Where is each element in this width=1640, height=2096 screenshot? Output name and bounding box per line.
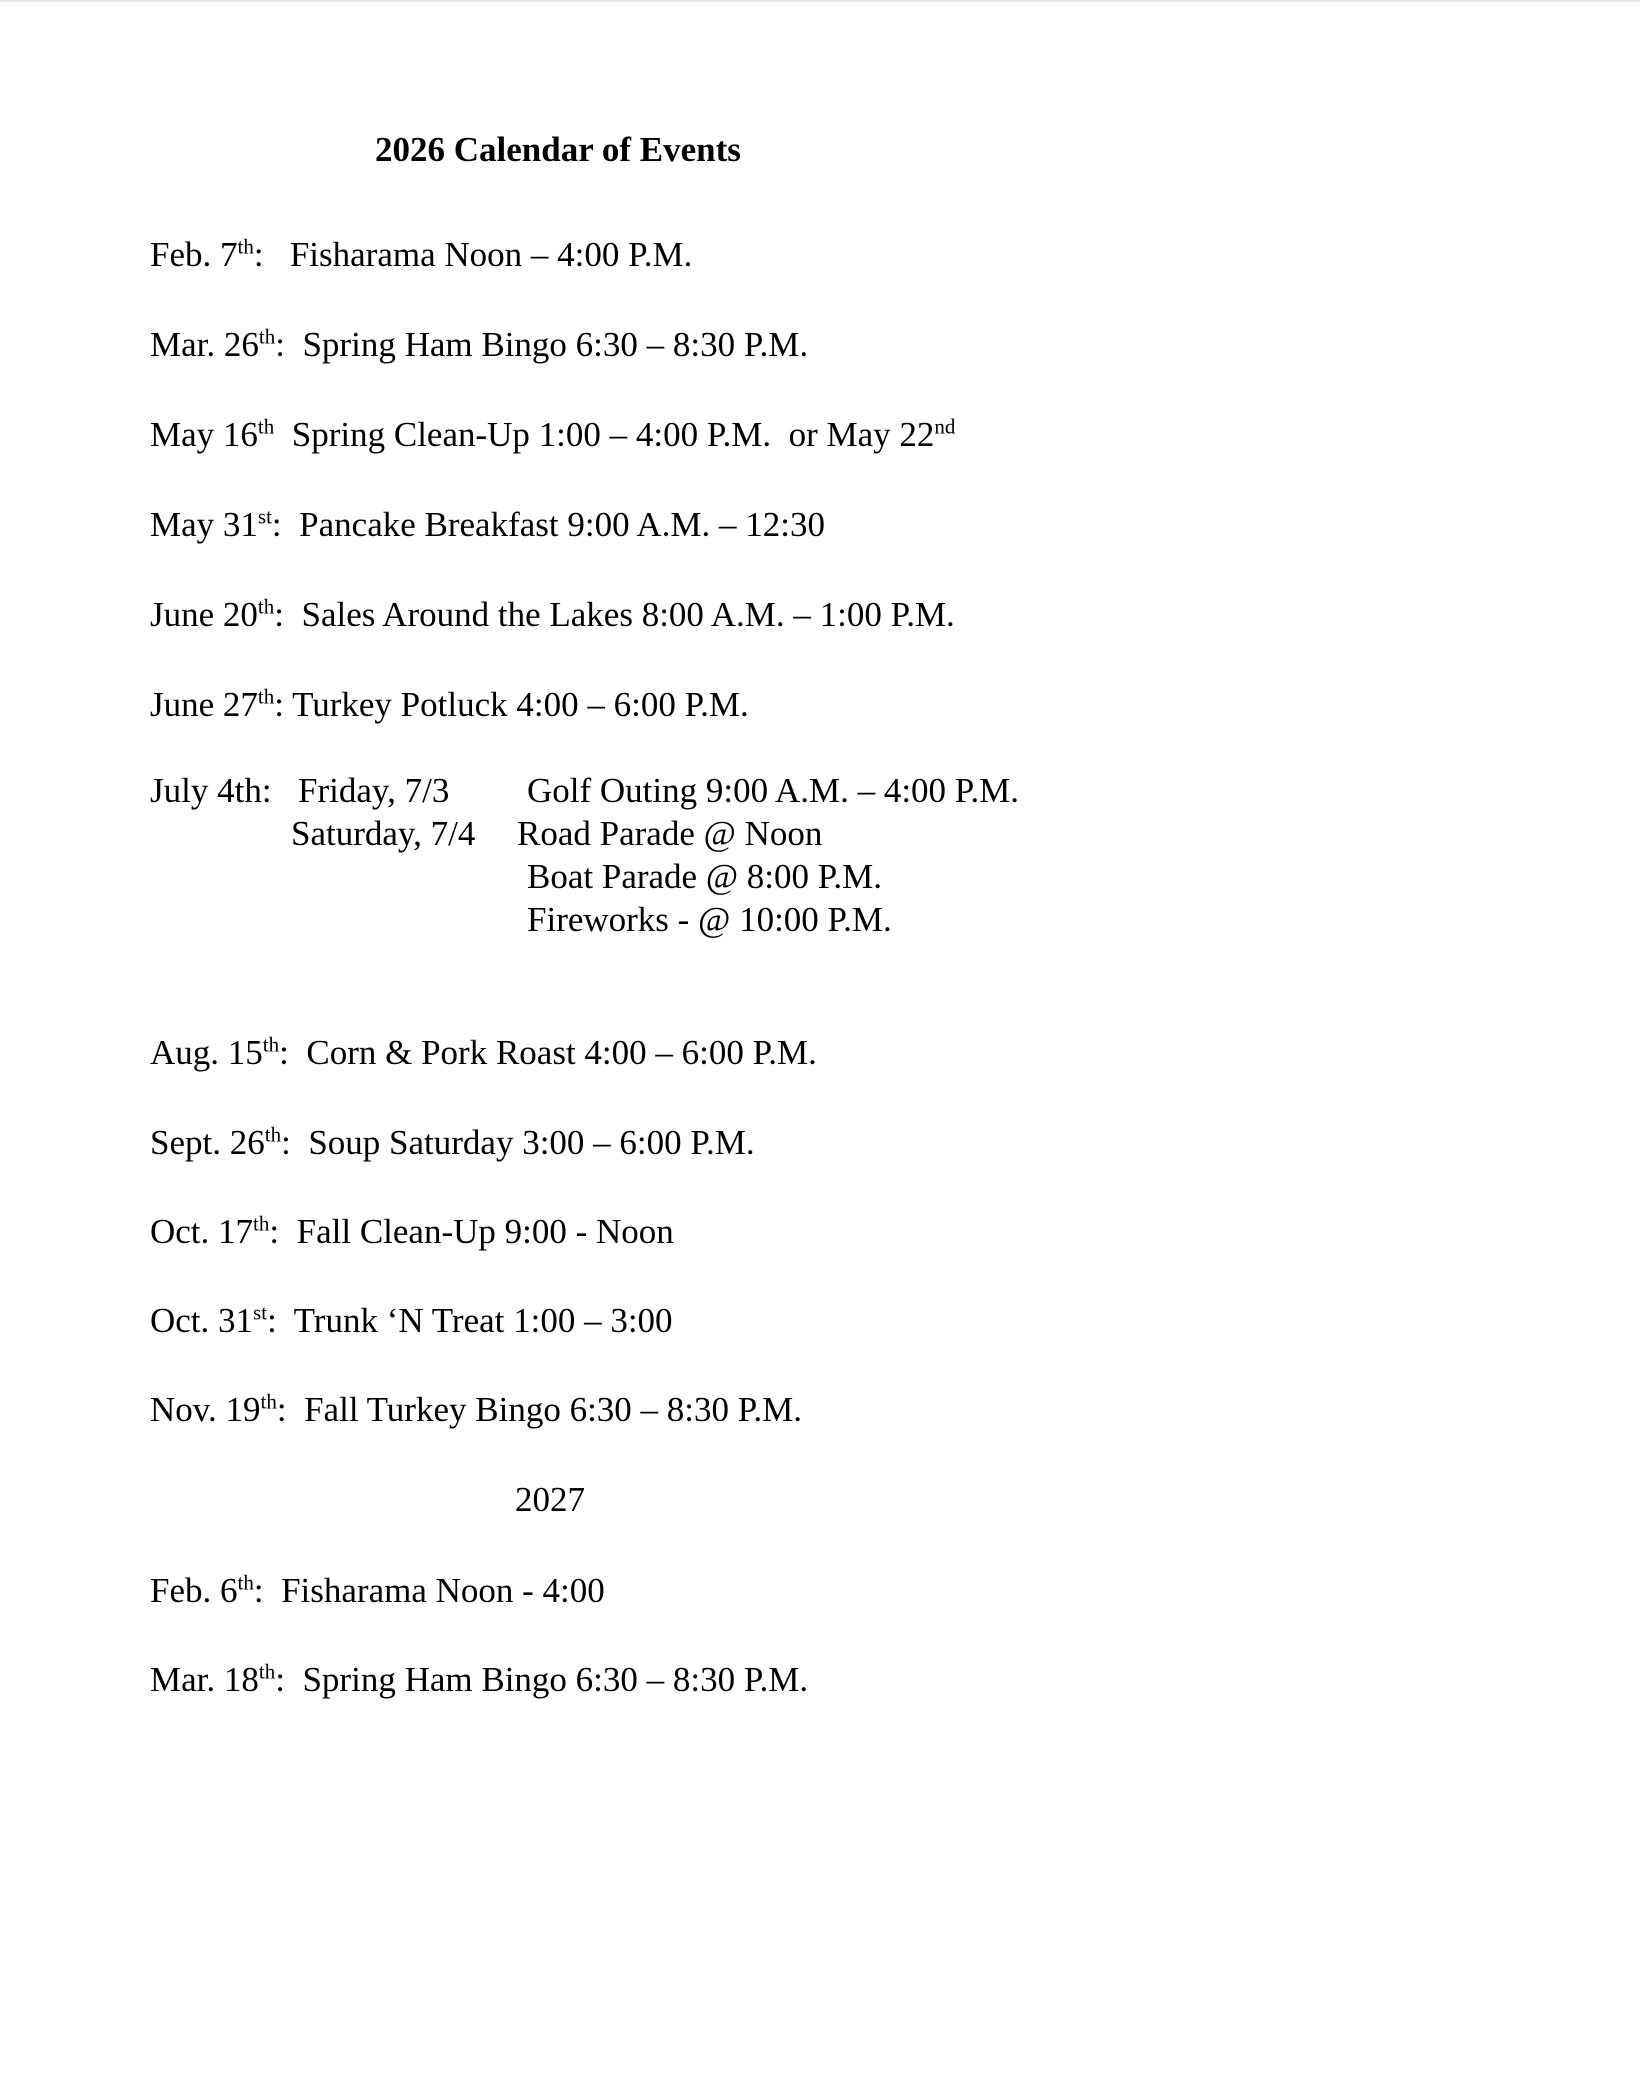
- event-date: Mar. 26: [150, 325, 259, 364]
- ordinal-suffix: th: [253, 1211, 270, 1236]
- event-separator: :: [276, 1390, 305, 1429]
- event-description: Corn & Pork Roast 4:00 – 6:00 P.M.: [306, 1033, 817, 1072]
- event-line: [150, 1032, 817, 1072]
- july4-boat-parade: Boat Parade @ 8:00 P.M.: [527, 857, 882, 896]
- event-date: Feb. 7: [150, 235, 238, 274]
- event-line: [150, 684, 749, 724]
- ordinal-suffix: th: [237, 234, 254, 259]
- event-separator: [274, 415, 292, 454]
- event-line: [150, 1122, 755, 1162]
- july4-saturday: Saturday, 7/4: [291, 814, 476, 853]
- event-description: Pancake Breakfast 9:00 A.M. – 12:30: [299, 505, 826, 544]
- event-separator: :: [274, 595, 302, 634]
- event-description: Trunk ‘N Treat 1:00 – 3:00: [293, 1301, 673, 1340]
- july4-friday: Friday, 7/3: [298, 771, 450, 810]
- ordinal-suffix: th: [258, 1659, 276, 1684]
- event-line: [150, 1389, 802, 1429]
- event-description: Sales Around the Lakes 8:00 A.M. – 1:00 P.M.: [301, 595, 955, 634]
- event-date: May 16: [150, 415, 258, 454]
- ordinal-suffix: nd: [934, 414, 956, 439]
- page-top-edge: [0, 0, 1640, 2]
- ordinal-suffix: th: [258, 324, 276, 349]
- event-separator: :: [271, 505, 300, 544]
- event-description: Soup Saturday 3:00 – 6:00 P.M.: [308, 1123, 755, 1162]
- document-title: 2026 Calendar of Events: [375, 130, 741, 169]
- event-separator: :: [275, 325, 303, 364]
- july4-golf-outing: Golf Outing 9:00 A.M. – 4:00 P.M.: [527, 771, 1019, 810]
- event-description: Fisharama Noon – 4:00 P.M.: [289, 235, 693, 274]
- event-date: Feb. 6: [150, 1571, 238, 1610]
- event-date: May 31: [150, 505, 258, 544]
- event-line: [150, 1570, 605, 1610]
- event-description: Fall Clean-Up 9:00 - Noon: [296, 1212, 674, 1251]
- event-date: Oct. 17: [150, 1212, 254, 1251]
- event-line: [150, 504, 826, 544]
- event-date: Nov. 19: [150, 1390, 261, 1429]
- event-line: [150, 1211, 674, 1251]
- event-line: [150, 594, 955, 634]
- event-separator: :: [275, 1660, 303, 1699]
- event-line: [150, 1300, 673, 1340]
- july4-fireworks: Fireworks - @ 10:00 P.M.: [527, 900, 892, 939]
- ordinal-suffix: th: [262, 1032, 280, 1057]
- year-heading-2027: 2027: [515, 1480, 585, 1519]
- event-separator: :: [274, 685, 293, 724]
- ordinal-suffix: st: [253, 1300, 268, 1325]
- event-line: [150, 234, 693, 274]
- ordinal-suffix: st: [257, 504, 272, 529]
- event-description: Fall Turkey Bingo 6:30 – 8:30 P.M.: [304, 1390, 802, 1429]
- july4-road-parade: Road Parade @ Noon: [517, 814, 823, 853]
- event-date: June 27: [150, 685, 258, 724]
- event-description: Fisharama Noon - 4:00: [281, 1571, 605, 1610]
- ordinal-suffix: th: [257, 414, 275, 439]
- ordinal-suffix: th: [257, 684, 275, 709]
- event-date: Mar. 18: [150, 1660, 259, 1699]
- ordinal-suffix: th: [237, 1570, 254, 1595]
- event-separator: :: [281, 1123, 309, 1162]
- event-separator: :: [253, 1571, 282, 1610]
- event-description: Spring Ham Bingo 6:30 – 8:30 P.M.: [302, 1660, 809, 1699]
- ordinal-suffix: th: [257, 594, 275, 619]
- event-separator: :: [267, 1301, 294, 1340]
- event-date: Sept. 26: [150, 1123, 265, 1162]
- event-line: [150, 324, 809, 364]
- july4-label: July 4th:: [150, 771, 272, 810]
- event-date: Aug. 15: [150, 1033, 263, 1072]
- event-description: Spring Ham Bingo 6:30 – 8:30 P.M.: [302, 325, 809, 364]
- event-date: Oct. 31: [150, 1301, 254, 1340]
- event-line: [150, 1659, 809, 1699]
- event-description: Spring Clean-Up 1:00 – 4:00 P.M. or May 22: [291, 415, 935, 454]
- event-separator: :: [269, 1212, 297, 1251]
- event-description: Turkey Potluck 4:00 – 6:00 P.M.: [292, 685, 749, 724]
- event-separator: :: [253, 235, 290, 274]
- event-separator: :: [279, 1033, 307, 1072]
- event-date: June 20: [150, 595, 258, 634]
- event-line: [150, 414, 956, 454]
- ordinal-suffix: th: [264, 1122, 282, 1147]
- ordinal-suffix: th: [260, 1389, 277, 1414]
